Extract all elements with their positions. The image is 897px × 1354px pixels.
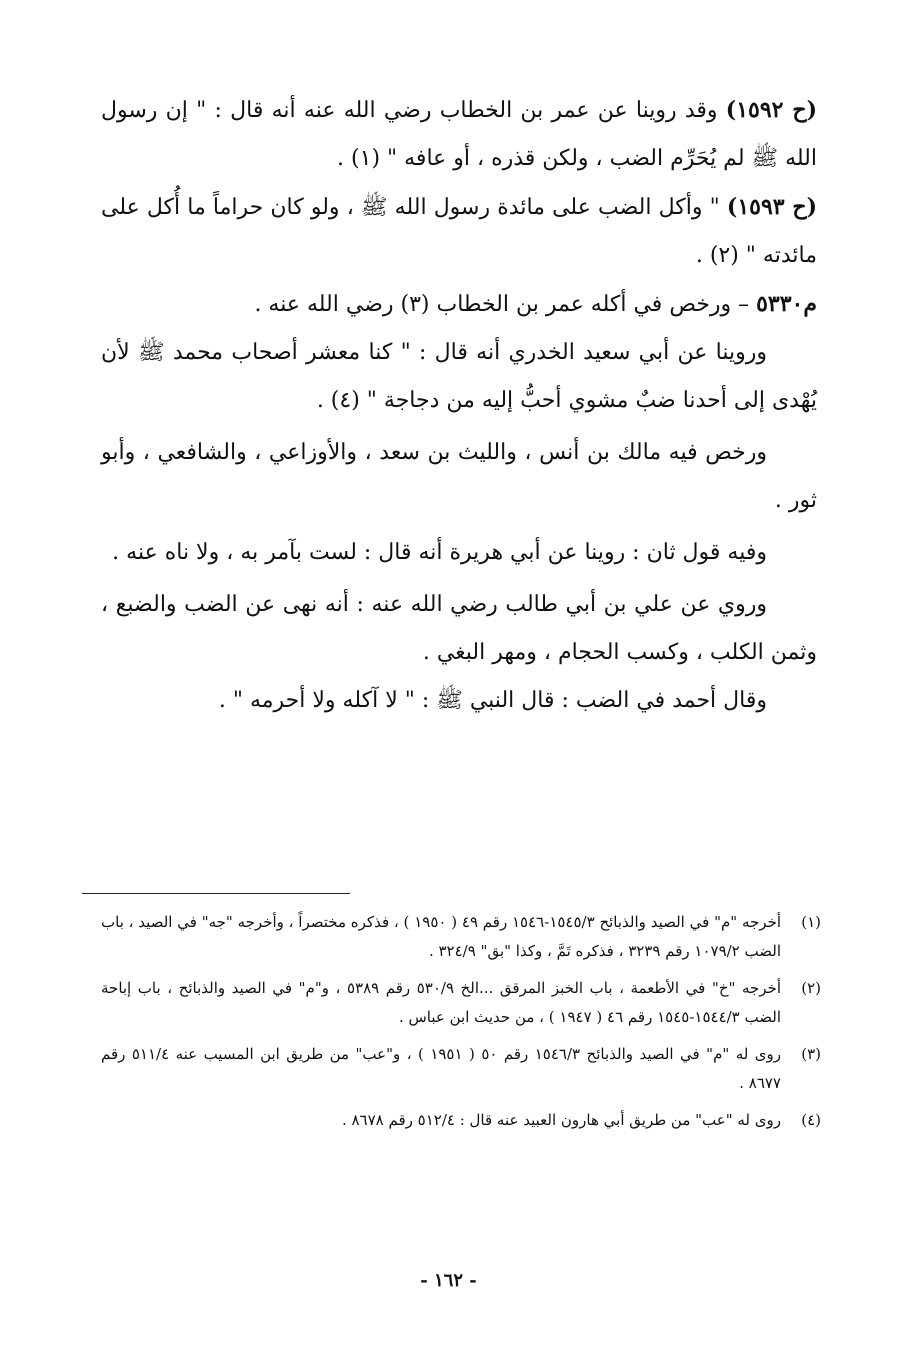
- paragraph-text: – ورخص في أكله عمر بن الخطاب (٣) رضي الله عنه .: [254, 292, 757, 317]
- issue-5330-paragraph: [101, 280, 817, 329]
- footnote-text: روى له "عب" من طريق أبي هارون العبيد عنه قال : ٥١٢/٤ رقم ٨٦٧٨ .: [341, 1111, 781, 1129]
- footnote-text: أخرجه "م" في الصيد والذبائح ١٥٤٥/٣-١٥٤٦ رقم ٤٩ ( ١٩٥٠ ) ، فذكره مختصراً ، وأخرجه "جه" في الصيد ، باب الضب ١٠٧٩/٢ رقم ٣٢٣٩ ، فذكره تَمَّ ، وكذا "بق" ٣٢٤/٩ .: [101, 913, 782, 960]
- footnote-number: (٣): [801, 1045, 821, 1063]
- footnote-2: [101, 974, 821, 1032]
- hadith-1593-paragraph: [101, 183, 817, 280]
- paragraph-text: " وأكل الضب على مائدة رسول الله ﷺ ، ولو كان حراماً ما أُكل على مائدته " (٢) .: [101, 195, 817, 268]
- footnote-number: (١): [801, 913, 821, 931]
- footnote-number: (٤): [801, 1111, 821, 1129]
- paragraph-ali: وروي عن علي بن أبي طالب رضي الله عنه : أنه نهى عن الضب والضبع ، وثمن الكلب ، وكسب الحجام ، ومهر البغي .: [101, 592, 817, 665]
- footnote-3: [101, 1040, 821, 1098]
- footnote-divider: [82, 893, 350, 894]
- hadith-number: (ح ١٥٩٣): [726, 194, 817, 220]
- main-text: [101, 86, 817, 725]
- paragraph-text: وقد روينا عن عمر بن الخطاب رضي الله عنه أنه قال : " إن رسول الله ﷺ لم يُحَرِّم الضب ، ولكن قذره ، أو عافه " (١) .: [101, 98, 817, 171]
- footnote-4: [101, 1106, 821, 1135]
- footnote-text: أخرجه "خ" في الأطعمة ، باب الخبز المرقق ...الخ ٥٣٠/٩ رقم ٥٣٨٩ ، و"م" في الصيد والذبائح ، باب إباحة الضب ١٥٤٤/٣-١٥٤٥ رقم ٤٦ ( ١٩٤٧ ) ، من حديث ابن عباس .: [101, 979, 781, 1026]
- hadith-1592-paragraph: [101, 86, 817, 183]
- paragraph-second-opinion: وفيه قول ثان : روينا عن أبي هريرة أنه قال : لست بآمر به ، ولا ناه عنه .: [112, 540, 767, 565]
- paragraph-scholars: ورخص فيه مالك بن أنس ، والليث بن سعد ، والأوزاعي ، والشافعي ، وأبو ثور .: [101, 440, 817, 513]
- footnote-1: [101, 908, 821, 966]
- hadith-number: (ح ١٥٩٢): [725, 97, 817, 123]
- footnotes: [101, 908, 821, 1143]
- footnote-number: (٢): [801, 979, 821, 997]
- paragraph-abu-said: وروينا عن أبي سعيد الخدري أنه قال : " كنا معشر أصحاب محمد ﷺ لأن يُهْدى إلى أحدنا ضبٌ مشوي أحبُّ إليه من دجاجة " (٤) .: [101, 340, 817, 413]
- page-number: - ١٦٢ -: [420, 1270, 477, 1291]
- issue-number: م٥٣٣٠: [756, 291, 817, 317]
- paragraph-ahmad: وقال أحمد في الضب : قال النبي ﷺ : " لا آكله ولا أحرمه " .: [218, 688, 767, 713]
- footnote-text: روى له "م" في الصيد والذبائح ١٥٤٦/٣ رقم ٥٠ ( ١٩٥١ ) ، و"عب" من طريق ابن المسيب عنه ٥١١/٤ رقم ٨٦٧٧ .: [101, 1045, 782, 1092]
